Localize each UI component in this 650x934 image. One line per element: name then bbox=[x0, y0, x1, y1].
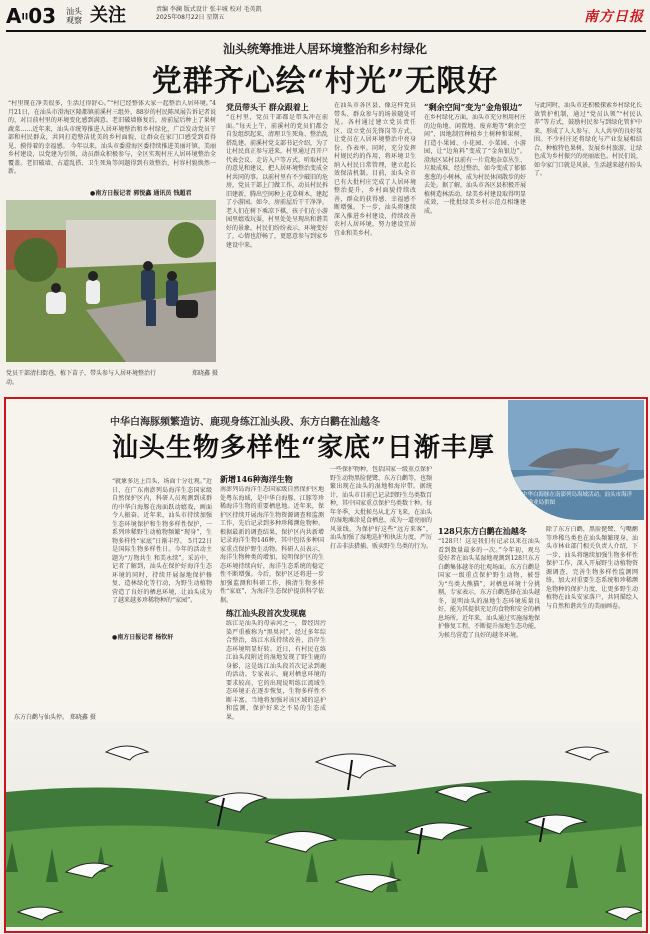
page-header bbox=[6, 4, 646, 32]
top-subhead-2: “剩余空间”变为“金角银边” bbox=[424, 102, 523, 112]
dolphin-photo bbox=[508, 400, 644, 520]
page-sub: II bbox=[21, 12, 29, 23]
feature-col-1 bbox=[112, 478, 212, 628]
top-lead bbox=[8, 100, 216, 184]
top-photo bbox=[6, 200, 216, 362]
top-byline: ●南方日报记者 郭悦鑫 通讯员 钱超君 bbox=[90, 190, 192, 197]
top-caption: 党员干部清扫街巷，植下苗子，带头参与人居环境整治行动。 bbox=[6, 370, 157, 386]
section-small: 汕头观察 bbox=[66, 7, 82, 25]
feature-subhead-2: 练江汕头段首次发现鹿 bbox=[226, 608, 306, 618]
feature-col-3: 练江是汕头的母亲河之一，曾经因污染严重被称为“黑臭河”。经过多年综合整治，练江水质持续改善，沿岸生态环境明显好转。近日，有村民在练江汕头段附近的湿地发现了野生鹿的身影，这是练江汕头段首次记录到鹿的活动。专家表示，鹿对栖息环境的要求较高，它的出现说明练江流域生态环境正在逐步恢复，生物多样性不断丰富。当地将加强对该区域的巡护和监测，保护好来之不易的生态成果。 bbox=[226, 620, 326, 720]
storks-image bbox=[6, 722, 642, 927]
page-number bbox=[6, 4, 56, 30]
top-lead-text: “村里现在净美很多，生活过得舒心。”“村已经整体大家一起整治人居环境。”4月21日，在汕头市澄海区隆都镇前溪村三组外，88岁的村民陈凤展告诉记者说的，对目前村里的环境变化感到满意。老旧破墙修复后，房前屋后种上了果树蔬菜……近年来，汕头市统筹推进人居环境整治和乡村绿化，广泛发动党员干部和村民群众，共同打造整洁优美的乡村面貌，让群众在家门口感受到看得见、摸得着的幸福感。 bbox=[8, 100, 216, 150]
storks-photo bbox=[6, 722, 642, 927]
feature-byline: ●南方日报记者 杨钦轩 bbox=[112, 634, 174, 641]
feature-headline: 汕头生物多样性“家底”日渐丰厚 bbox=[112, 433, 495, 463]
top-col-3: 在汕头市各区县，像这样党员带头、群众参与的场景随处可见。各村通过建立党员责任区、设立党员先锋岗等方式，让党员在人居环境整治中亮身份、作表率。同时，充分发挥村规民约的作用，将环境卫生纳入村民日常管理，建立起长效保洁机制。目前，汕头全市已有大批村庄完成了人居环境整治提升，乡村面貌持续改善，群众的获得感、幸福感不断增强。下一步，汕头将继续深入推进乡村建设，持续改善农村人居环境，努力建设宜居宜业和美乡村。 bbox=[334, 102, 416, 237]
feature-kicker: 中华白海豚频繁造访、鹿现身练江汕头段、东方白鹳在汕越冬 bbox=[110, 417, 380, 428]
top-headline: 党群齐心绘“村光”无限好 bbox=[151, 64, 499, 99]
feature-subhead-1: 新增146种海洋生物 bbox=[220, 474, 293, 484]
volunteers-photo bbox=[6, 200, 216, 362]
meta-date: 2025年08月22日 星期五 bbox=[156, 14, 225, 21]
feature-col-1-text-2: 5月22日是国际生物多样性日。今年的活动主题为“万物共生 和美永续”。采访中，记者了解到，汕头在保护好海洋生态环境的同时，持续开展湿地保护修复、造林绿化等行动，为野生动植物营造了良好的栖息环境，让汕头成为了越来越多珍稀物种的“家园”。 bbox=[112, 537, 212, 604]
section-title: 关注 bbox=[90, 5, 126, 26]
feature-subhead-3: 128只东方白鹳在汕越冬 bbox=[438, 526, 527, 536]
paper-logo: 南方日报 bbox=[584, 9, 644, 25]
top-caption-credit: 郑晓鑫 摄 bbox=[192, 370, 218, 377]
meta-editors: 责编 李澜 版式设计 张丰城 校对 毛英凯 bbox=[156, 6, 262, 13]
feature-col-2: 南澎列岛海洋生态国家级自然保护区地处粤东海域，是中华白海豚、江豚等珍稀海洋生物的重要栖息地。近年来，保护区持续开展海洋生物资源调查和监测工作，先后记录到多种珍稀濒危物种。根据最新的调查结果，保护区内共新增记录海洋生物146种，其中包括多种国家重点保护野生动物。科研人员表示，海洋生物种类的增加，说明保护区的生态环境持续向好，海洋生态系统的稳定性不断增强。今后，保护区还将进一步加强监测和科研工作，摸清生物多样性“家底”，为海洋生态保护提供科学依据。 bbox=[220, 486, 324, 604]
feature-col-5: “128只！这是我们有记录以来在汕头看到数量最多的一次。”今年初，观鸟爱好者在汕头某湿地观测到128只东方白鹳集体越冬的壮观场面。东方白鹳是国家一级重点保护野生动物，被誉为“鸟类大熊猫”，对栖息环境十分挑剔。专家表示，东方白鹳选择在汕头越冬，说明汕头的湿地生态环境质量良好，能为其提供充足的食物和安全的栖息场所。近年来，汕头通过实施湿地保护修复工程，不断提升湿地生态功能，为候鸟营造了良好的越冬环境。 bbox=[438, 538, 540, 639]
feature-col-6: 除了东方白鹳，黑脸琵鹭、勺嘴鹬等珍稀鸟类也在汕头频繁现身。汕头市林业部门相关负责人介绍，下一步，汕头将继续加强生物多样性保护工作，深入开展野生动植物资源调查，完善生物多样性监测网络，加大对重要生态系统和珍稀濒危物种的保护力度，让更多野生动植物在汕头安家落户，共同描绘人与自然和谐共生的美丽画卷。 bbox=[546, 526, 638, 610]
page-num: 03 bbox=[28, 4, 57, 28]
page-letter: A bbox=[6, 4, 22, 28]
top-col-2: “在村里，党员干部都是带头冲在前面。”每天上午，前溪村的党员们都会自发组织起来，清理卫生死角、整治乱搭乱建。前溪村党支部书记介绍，为了让村民真正参与进来，村里通过召开户代表会议、走访入户等方式，听取村民的意见和建议，把人居环境整治变成全村共同的事。以前村里有不少破旧的危房，党员干部上门做工作，动员村民拆旧建新，腾出空间种上花草树木，建起了小游园。如今，房前屋后干干净净，老人们在树下乘凉下棋，孩子们在小游园里嬉戏玩耍，村里处处呈现出和谐美好的景象。村民们纷纷表示，环境变好了，心情也舒畅了，更愿意参与到家乡建设中来。 bbox=[226, 114, 328, 249]
page-meta bbox=[156, 6, 316, 22]
top-lead-text-2: 今年以来，汕头市委澄海区委持续推进美丽圩镇、美丽乡村建设，以党建为引领，动员群众积极参与，全区实现村庄人居环境整治全覆盖。老旧破墙、占道乱搭、卫生死角等问题得到有效整治，村容村貌焕然一新。 bbox=[8, 142, 216, 175]
top-col-4: 在乡村绿化方面，汕头市充分利用村庄的边角地、闲置地、废弃地等“剩余空间”，因地制宜种植乡土树种和果树，打造小果园、小花园、小菜园、小游园，让“边角料”变成了“金角银边”。澄海区某村以前有一片荒地杂草丛生、垃圾成堆，经过整治，如今变成了郁郁葱葱的小树林，成为村民休闲散步的好去处。据了解，汕头市各区县积极开展植树造林活动，绿美乡村建设取得明显成效，一批批绿美乡村示范点相继建成。 bbox=[424, 114, 526, 215]
feature-photo-caption: 东方白鹳与仙头停。 郑晓鑫 摄 bbox=[14, 714, 96, 721]
top-kicker: 汕头统筹推进人居环境整治和乡村绿化 bbox=[222, 42, 427, 56]
dolphin-caption: 中华白海豚在南澎列岛海域活动。汕头市海洋与渔业局供图 bbox=[522, 492, 633, 506]
feature-col-4: 一些保护物种，包括国家一级重点保护野生动物黑脸琵鹭、东方白鹳等，也频繁出现在汕头的湿地和海岸带。据统计，汕头市目前已记录到野生鸟类数百种，其中国家重点保护鸟类数十种。每年冬季，大批候鸟从北方飞来，在汕头的湿地滩涂觅食栖息，成为一道亮丽的风景线。为保护好这些“远方来客”，汕头加强了湿地巡护和执法力度，严厉打击非法猎捕、贩卖野生鸟类的行为。 bbox=[330, 466, 432, 550]
top-col-5: 与此同时，汕头市还积极探索乡村绿化长效管护机制，通过“党员认领”“村民认养”等方式，鼓励村民参与到绿化管护中来，形成了人人参与、人人共享的良好氛围。不少村庄还将绿化与产业发展相结合，种植特色果树，发展乡村旅游，让绿色成为乡村振兴的亮丽底色。村民们说，如今家门口就是风景，生活越来越有盼头了。 bbox=[534, 102, 642, 177]
feature-col-1-text: “就象多达上百头，场面十分壮观。”近日，在广东南澎列岛海洋生态国家级自然保护区内，科研人员观测到成群的中华白海豚在海面跃动嬉戏，画面令人振奋。近年来，汕头市持续加强生态环境保护和生物多样性保护，一系列珍稀野生动植物频繁“现身”，生物多样性“家底”日渐丰厚。 bbox=[112, 478, 212, 545]
top-subhead-1: 党员带头干 群众跟着上 bbox=[226, 102, 309, 112]
